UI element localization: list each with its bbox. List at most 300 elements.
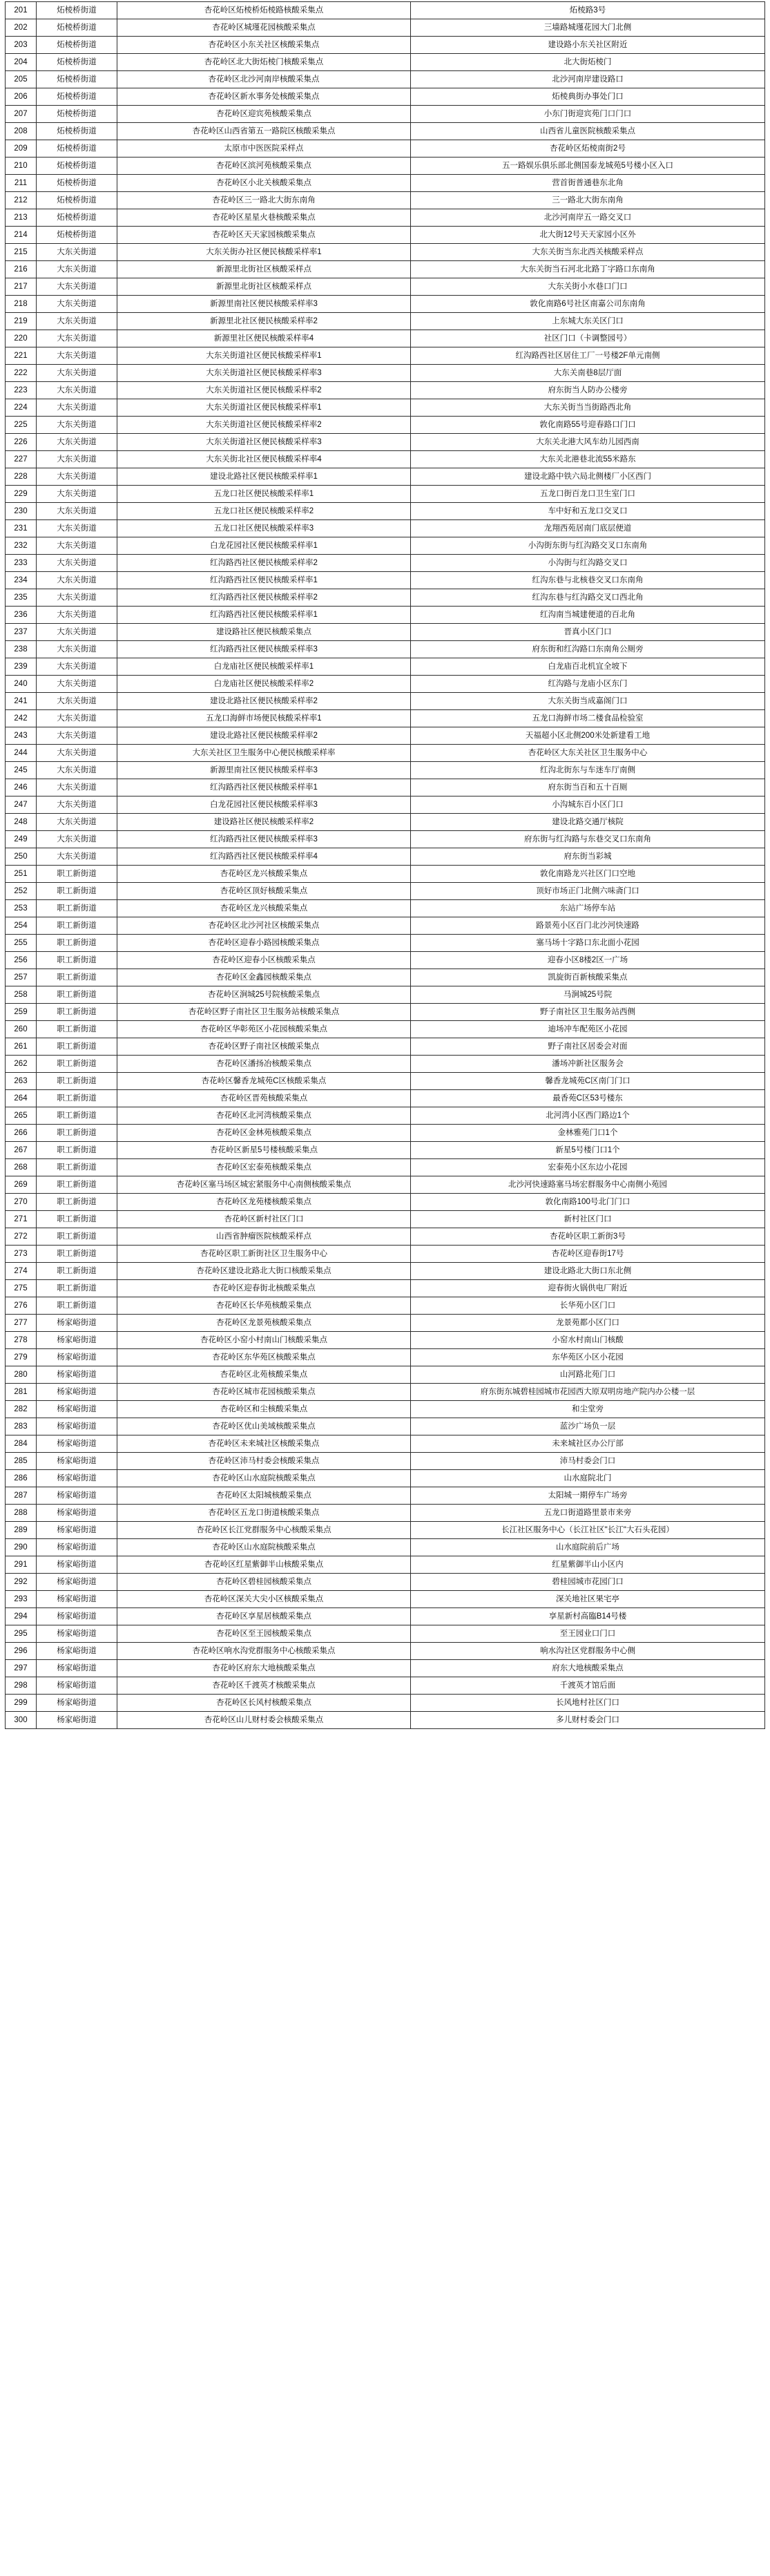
row-index: 294 [6, 1608, 37, 1625]
row-street: 杨家峪街道 [37, 1453, 117, 1470]
row-site-name: 杏花岭区城瑾花园核酸采集点 [117, 19, 411, 37]
table-row [6, 1574, 765, 1591]
row-site-name: 杏花岭区至王园核酸采集点 [117, 1625, 411, 1643]
table-row [6, 296, 765, 313]
row-street: 杨家峪街道 [37, 1574, 117, 1591]
row-street: 杨家峪街道 [37, 1660, 117, 1677]
row-site-name: 建设北路社区便民核酸采样率2 [117, 727, 411, 745]
table-row [6, 1349, 765, 1366]
row-index: 255 [6, 935, 37, 952]
row-address: 敦化南路100号北门门口 [411, 1194, 765, 1211]
row-index: 205 [6, 71, 37, 88]
row-address: 大东关街小水巷口门口 [411, 278, 765, 296]
row-address: 北大街12号天天家园小区外 [411, 227, 765, 244]
table-row [6, 1280, 765, 1297]
row-address: 新村社区门口 [411, 1211, 765, 1228]
row-site-name: 红沟路西社区便民核酸采样率1 [117, 607, 411, 624]
table-row [6, 1297, 765, 1315]
row-index: 218 [6, 296, 37, 313]
row-street: 大东关街道 [37, 278, 117, 296]
row-index: 291 [6, 1556, 37, 1574]
row-street: 大东关街道 [37, 676, 117, 693]
row-index: 270 [6, 1194, 37, 1211]
row-address: 蓝沙广场负一层 [411, 1418, 765, 1435]
row-street: 大东关街道 [37, 589, 117, 607]
table-row [6, 1384, 765, 1401]
row-index: 246 [6, 779, 37, 796]
row-street: 大东关街道 [37, 779, 117, 796]
row-site-name: 红沟路西社区便民核酸采样率4 [117, 848, 411, 866]
row-address: 小沟街东街与红沟路交叉口东南角 [411, 537, 765, 555]
row-address: 三墙路城瑾花园大门北侧 [411, 19, 765, 37]
row-address: 天福超小区北侧200米处新建看工地 [411, 727, 765, 745]
row-index: 213 [6, 209, 37, 227]
table-row [6, 1090, 765, 1107]
table-row [6, 607, 765, 624]
row-street: 职工新街道 [37, 1125, 117, 1142]
table-row [6, 434, 765, 451]
row-index: 216 [6, 261, 37, 278]
row-street: 炻棱桥街道 [37, 106, 117, 123]
row-street: 大东关街道 [37, 848, 117, 866]
row-site-name: 杏花岭区龙苑楼核酸采集点 [117, 1194, 411, 1211]
row-street: 大东关街道 [37, 399, 117, 417]
table-row [6, 986, 765, 1004]
row-site-name: 大东关街道社区便民核酸采样率1 [117, 347, 411, 365]
row-site-name: 杏花岭区深关大尖小区核酸采集点 [117, 1591, 411, 1608]
row-street: 大东关街道 [37, 762, 117, 779]
table-row [6, 710, 765, 727]
table-row [6, 88, 765, 106]
row-site-name: 杏花岭区顶好核酸采集点 [117, 883, 411, 900]
row-site-name: 大东关街道社区便民核酸采样率3 [117, 365, 411, 382]
row-address: 五龙口街百龙口卫生室门口 [411, 486, 765, 503]
row-address: 红星紫御半山小区内 [411, 1556, 765, 1574]
row-site-name: 杏花岭区金林苑核酸采集点 [117, 1125, 411, 1142]
table-row [6, 503, 765, 520]
row-street: 大东关街道 [37, 745, 117, 762]
row-index: 272 [6, 1228, 37, 1246]
row-street: 杨家峪街道 [37, 1677, 117, 1695]
row-site-name: 杏花岭区小窑小村南山门核酸采集点 [117, 1332, 411, 1349]
row-index: 235 [6, 589, 37, 607]
row-site-name: 新源里北街社区核酸采样点 [117, 261, 411, 278]
row-street: 大东关街道 [37, 313, 117, 330]
row-site-name: 新源里北社区便民核酸采样率2 [117, 313, 411, 330]
row-site-name: 杏花岭区山水庭院核酸采集点 [117, 1470, 411, 1487]
row-site-name: 杏花岭区龙兴核酸采集点 [117, 866, 411, 883]
row-address: 顶好市场正门北侧六味斋门口 [411, 883, 765, 900]
row-address: 敦化南路6号社区南嘉公司东南角 [411, 296, 765, 313]
table-row [6, 520, 765, 537]
row-index: 274 [6, 1263, 37, 1280]
row-index: 237 [6, 624, 37, 641]
row-street: 杨家峪街道 [37, 1487, 117, 1505]
row-address: 晋真小区门口 [411, 624, 765, 641]
row-street: 职工新街道 [37, 1280, 117, 1297]
row-index: 300 [6, 1712, 37, 1729]
row-street: 炻棱桥街道 [37, 71, 117, 88]
row-street: 杨家峪街道 [37, 1591, 117, 1608]
row-site-name: 杏花岭区职工新街社区卫生服务中心 [117, 1246, 411, 1263]
row-street: 大东关街道 [37, 520, 117, 537]
row-site-name: 新源里南社区便民核酸采样率3 [117, 762, 411, 779]
row-address: 北沙河南岸建设路口 [411, 71, 765, 88]
row-site-name: 杏花岭区沛马村委会核酸采集点 [117, 1453, 411, 1470]
row-address: 多儿财村委会门口 [411, 1712, 765, 1729]
row-site-name: 建设路社区便民核酸采集点 [117, 624, 411, 641]
row-street: 大东关街道 [37, 434, 117, 451]
row-address: 大东关街当当街路西北角 [411, 399, 765, 417]
row-address: 建设北路北大街口东北侧 [411, 1263, 765, 1280]
row-street: 职工新街道 [37, 883, 117, 900]
row-site-name: 杏花岭区宏泰苑核酸采集点 [117, 1159, 411, 1176]
row-site-name: 新源里南社区便民核酸采样率3 [117, 296, 411, 313]
row-site-name: 杏花岭区优山美域核酸采集点 [117, 1418, 411, 1435]
row-index: 248 [6, 814, 37, 831]
row-index: 289 [6, 1522, 37, 1539]
row-site-name: 杏花岭区晋苑核酸采集点 [117, 1090, 411, 1107]
row-address: 红沟东巷与红沟路交叉口西北角 [411, 589, 765, 607]
row-site-name: 山西省肿瘤医院核酸采样点 [117, 1228, 411, 1246]
row-site-name: 杏花岭区潘扬冶核酸采集点 [117, 1056, 411, 1073]
row-index: 277 [6, 1315, 37, 1332]
table-row [6, 244, 765, 261]
row-address: 东站广场停车站 [411, 900, 765, 917]
row-site-name: 杏花岭区红星紫御半山核酸采集点 [117, 1556, 411, 1574]
row-index: 241 [6, 693, 37, 710]
table-row [6, 123, 765, 140]
table-row [6, 261, 765, 278]
table-row [6, 209, 765, 227]
table-row [6, 1712, 765, 1729]
row-site-name: 杏花岭区迎春街北核酸采集点 [117, 1280, 411, 1297]
row-index: 203 [6, 37, 37, 54]
row-address: 三一路北大街东南角 [411, 192, 765, 209]
row-address: 建设北路交通厅核院 [411, 814, 765, 831]
row-index: 208 [6, 123, 37, 140]
row-street: 炻棱桥街道 [37, 140, 117, 158]
table-row [6, 1591, 765, 1608]
row-address: 大东关北港巷北流55米路东 [411, 451, 765, 468]
row-index: 284 [6, 1435, 37, 1453]
row-street: 炻棱桥街道 [37, 158, 117, 175]
row-address: 府东街当百和五十百厕 [411, 779, 765, 796]
row-street: 大东关街道 [37, 727, 117, 745]
row-street: 职工新街道 [37, 900, 117, 917]
row-address: 炻棱典街办事处门口 [411, 88, 765, 106]
row-index: 258 [6, 986, 37, 1004]
row-street: 大东关街道 [37, 417, 117, 434]
table-row [6, 140, 765, 158]
row-index: 224 [6, 399, 37, 417]
row-street: 职工新街道 [37, 1142, 117, 1159]
row-street: 职工新街道 [37, 986, 117, 1004]
row-street: 职工新街道 [37, 1176, 117, 1194]
row-address: 府东街东城碧桂园城市花园西大原双明房地产院内办公楼一层 [411, 1384, 765, 1401]
row-site-name: 杏花岭区未来城社区核酸采集点 [117, 1435, 411, 1453]
row-address: 大东关北港大风车幼儿园西南 [411, 434, 765, 451]
row-street: 职工新街道 [37, 1246, 117, 1263]
row-address: 炻棱路3号 [411, 2, 765, 19]
row-site-name: 杏花岭区碧桂园核酸采集点 [117, 1574, 411, 1591]
row-street: 杨家峪街道 [37, 1418, 117, 1435]
row-site-name: 杏花岭区迎宾苑核酸采集点 [117, 106, 411, 123]
row-street: 大东关街道 [37, 796, 117, 814]
table-row [6, 278, 765, 296]
row-address: 大东关街当成嘉阁门口 [411, 693, 765, 710]
row-address: 府东街和红沟路口东南角公厕旁 [411, 641, 765, 658]
row-site-name: 五龙口社区便民核酸采样率3 [117, 520, 411, 537]
row-index: 229 [6, 486, 37, 503]
row-address: 五龙口海鲜市场二楼食品检验室 [411, 710, 765, 727]
row-address: 小沟街与红沟路交叉口 [411, 555, 765, 572]
row-address: 小东门街迎宾苑门口门口 [411, 106, 765, 123]
row-index: 207 [6, 106, 37, 123]
row-address: 杏花岭区职工新街3号 [411, 1228, 765, 1246]
row-street: 杨家峪街道 [37, 1522, 117, 1539]
row-street: 大东关街道 [37, 296, 117, 313]
row-site-name: 新源里北街社区核酸采样点 [117, 278, 411, 296]
row-site-name: 建设北路社区便民核酸采样率1 [117, 468, 411, 486]
table-row [6, 1695, 765, 1712]
row-address: 白龙庙百北机宜全坡下 [411, 658, 765, 676]
row-street: 职工新街道 [37, 1297, 117, 1315]
table-row [6, 1263, 765, 1280]
row-index: 267 [6, 1142, 37, 1159]
table-row [6, 71, 765, 88]
table-row [6, 1073, 765, 1090]
row-address: 潘场冲新社区服务会 [411, 1056, 765, 1073]
row-address: 山河路北苑门口 [411, 1366, 765, 1384]
row-street: 杨家峪街道 [37, 1695, 117, 1712]
table-row [6, 658, 765, 676]
table-row [6, 814, 765, 831]
row-index: 286 [6, 1470, 37, 1487]
table-row [6, 1522, 765, 1539]
table-row [6, 399, 765, 417]
row-site-name: 杏花岭区享星居核酸采集点 [117, 1608, 411, 1625]
row-index: 249 [6, 831, 37, 848]
row-site-name: 杏花岭区龙兴核酸采集点 [117, 900, 411, 917]
table-row [6, 1107, 765, 1125]
row-address: 长风地村社区门口 [411, 1695, 765, 1712]
row-address: 敦化南路55号迎春路口门口 [411, 417, 765, 434]
row-site-name: 杏花岭区建设北路北大街口核酸采集点 [117, 1263, 411, 1280]
table-body [6, 2, 765, 1729]
row-index: 245 [6, 762, 37, 779]
row-street: 炻棱桥街道 [37, 88, 117, 106]
row-street: 大东关街道 [37, 451, 117, 468]
row-address: 新星5号楼门口1个 [411, 1142, 765, 1159]
row-site-name: 杏花岭区新水事务处核酸采集点 [117, 88, 411, 106]
row-street: 职工新街道 [37, 1021, 117, 1038]
row-address: 碧桂园城市花园门口 [411, 1574, 765, 1591]
table-row [6, 1366, 765, 1384]
table-row [6, 382, 765, 399]
row-address: 至王园业口门口 [411, 1625, 765, 1643]
row-address: 红沟北街东与车迷车厅南侧 [411, 762, 765, 779]
row-site-name: 杏花岭区北沙河南岸核酸采集点 [117, 71, 411, 88]
row-site-name: 五龙口社区便民核酸采样率1 [117, 486, 411, 503]
row-address: 大东关街当东北西关核酸采样点 [411, 244, 765, 261]
table-row [6, 1211, 765, 1228]
row-address: 未来城社区办公厅部 [411, 1435, 765, 1453]
row-street: 大东关街道 [37, 693, 117, 710]
row-address: 马涧城25号院 [411, 986, 765, 1004]
row-index: 247 [6, 796, 37, 814]
row-index: 210 [6, 158, 37, 175]
table-row [6, 883, 765, 900]
row-site-name: 杏花岭区北河湾核酸采集点 [117, 1107, 411, 1125]
row-index: 254 [6, 917, 37, 935]
row-site-name: 大东关街道社区便民核酸采样率3 [117, 434, 411, 451]
table-row [6, 1332, 765, 1349]
row-street: 职工新街道 [37, 917, 117, 935]
row-address: 上东城大东关区门口 [411, 313, 765, 330]
row-site-name: 杏花岭区新村社区门口 [117, 1211, 411, 1228]
row-index: 201 [6, 2, 37, 19]
row-address: 府东街当彩城 [411, 848, 765, 866]
row-index: 232 [6, 537, 37, 555]
table-row [6, 54, 765, 71]
row-site-name: 杏花岭区涧城25号院核酸采集点 [117, 986, 411, 1004]
table-row [6, 1228, 765, 1246]
row-site-name: 白龙花园社区便民核酸采样率3 [117, 796, 411, 814]
row-index: 209 [6, 140, 37, 158]
row-index: 226 [6, 434, 37, 451]
row-site-name: 大东关街道社区便民核酸采样率2 [117, 382, 411, 399]
row-site-name: 杏花岭区长华苑核酸采集点 [117, 1297, 411, 1315]
row-address: 红沟路西社区居住工厂一号楼2F单元南侧 [411, 347, 765, 365]
row-index: 206 [6, 88, 37, 106]
row-site-name: 杏花岭区山儿财村委会核酸采集点 [117, 1712, 411, 1729]
row-site-name: 杏花岭区北大街炻棱门核酸采集点 [117, 54, 411, 71]
row-address: 响水沟社区党群服务中心侧 [411, 1643, 765, 1660]
row-index: 204 [6, 54, 37, 71]
row-site-name: 杏花岭区和尘核酸采集点 [117, 1401, 411, 1418]
row-index: 236 [6, 607, 37, 624]
row-address: 东华苑区小区小花园 [411, 1349, 765, 1366]
row-street: 炻棱桥街道 [37, 123, 117, 140]
row-street: 炻棱桥街道 [37, 209, 117, 227]
row-street: 职工新街道 [37, 1056, 117, 1073]
row-site-name: 新源里社区便民核酸采样率4 [117, 330, 411, 347]
table-row [6, 1038, 765, 1056]
row-address: 龙景苑都小区门口 [411, 1315, 765, 1332]
row-index: 297 [6, 1660, 37, 1677]
row-address: 建设北路中铁六局北侧楼厂小区西门 [411, 468, 765, 486]
table-row [6, 468, 765, 486]
row-site-name: 白龙花园社区便民核酸采样率1 [117, 537, 411, 555]
row-index: 295 [6, 1625, 37, 1643]
table-row [6, 1176, 765, 1194]
table-row [6, 486, 765, 503]
table-row [6, 624, 765, 641]
table-row [6, 1643, 765, 1660]
row-address: 山水庭院前后广场 [411, 1539, 765, 1556]
table-row [6, 1660, 765, 1677]
row-index: 214 [6, 227, 37, 244]
row-street: 大东关街道 [37, 365, 117, 382]
row-index: 231 [6, 520, 37, 537]
row-site-name: 杏花岭区城市花园核酸采集点 [117, 1384, 411, 1401]
row-index: 244 [6, 745, 37, 762]
table-row [6, 969, 765, 986]
row-street: 职工新街道 [37, 1159, 117, 1176]
row-index: 281 [6, 1384, 37, 1401]
row-street: 大东关街道 [37, 503, 117, 520]
table-row [6, 1487, 765, 1505]
row-address: 享星新村高臨B14号楼 [411, 1608, 765, 1625]
row-index: 220 [6, 330, 37, 347]
row-index: 212 [6, 192, 37, 209]
table-row [6, 917, 765, 935]
row-index: 268 [6, 1159, 37, 1176]
table-row [6, 192, 765, 209]
row-address: 深关地社区果宅亭 [411, 1591, 765, 1608]
table-row [6, 1125, 765, 1142]
row-address: 馨香龙城苑C区南门门口 [411, 1073, 765, 1090]
row-street: 杨家峪街道 [37, 1332, 117, 1349]
table-row [6, 779, 765, 796]
row-index: 265 [6, 1107, 37, 1125]
row-site-name: 杏花岭区馨香龙城苑C区核酸采集点 [117, 1073, 411, 1090]
row-index: 285 [6, 1453, 37, 1470]
row-address: 府东街与红沟路与东巷交叉口东南角 [411, 831, 765, 848]
row-address: 路景苑小区百门北沙河快速路 [411, 917, 765, 935]
row-index: 234 [6, 572, 37, 589]
row-address: 红沟南当城建便道的百北角 [411, 607, 765, 624]
row-street: 炻棱桥街道 [37, 175, 117, 192]
row-address: 北大街炻棱门 [411, 54, 765, 71]
table-row [6, 175, 765, 192]
table-row [6, 347, 765, 365]
row-index: 219 [6, 313, 37, 330]
row-street: 杨家峪街道 [37, 1470, 117, 1487]
row-street: 杨家峪街道 [37, 1315, 117, 1332]
table-row [6, 1246, 765, 1263]
row-index: 211 [6, 175, 37, 192]
row-street: 大东关街道 [37, 624, 117, 641]
row-address: 迎春小区8楼2区一广场 [411, 952, 765, 969]
table-row [6, 1401, 765, 1418]
row-street: 职工新街道 [37, 1004, 117, 1021]
row-street: 杨家峪街道 [37, 1349, 117, 1366]
row-street: 大东关街道 [37, 382, 117, 399]
row-street: 炻棱桥街道 [37, 227, 117, 244]
row-site-name: 杏花岭区东华苑区核酸采集点 [117, 1349, 411, 1366]
row-site-name: 杏花岭区星星火巷核酸采集点 [117, 209, 411, 227]
table-row [6, 641, 765, 658]
table-row [6, 1021, 765, 1038]
table-row [6, 1418, 765, 1435]
table-row [6, 1142, 765, 1159]
row-site-name: 红沟路西社区便民核酸采样率2 [117, 555, 411, 572]
row-index: 256 [6, 952, 37, 969]
row-site-name: 杏花岭区滨河苑核酸采集点 [117, 158, 411, 175]
row-index: 240 [6, 676, 37, 693]
row-address: 大东关南巷8层厅面 [411, 365, 765, 382]
row-site-name: 五龙口海鲜市场便民核酸采样率1 [117, 710, 411, 727]
row-street: 大东关街道 [37, 330, 117, 347]
row-index: 263 [6, 1073, 37, 1090]
row-street: 职工新街道 [37, 1038, 117, 1056]
row-site-name: 杏花岭区龙景苑核酸采集点 [117, 1315, 411, 1332]
row-index: 252 [6, 883, 37, 900]
table-row [6, 417, 765, 434]
row-street: 职工新街道 [37, 1263, 117, 1280]
